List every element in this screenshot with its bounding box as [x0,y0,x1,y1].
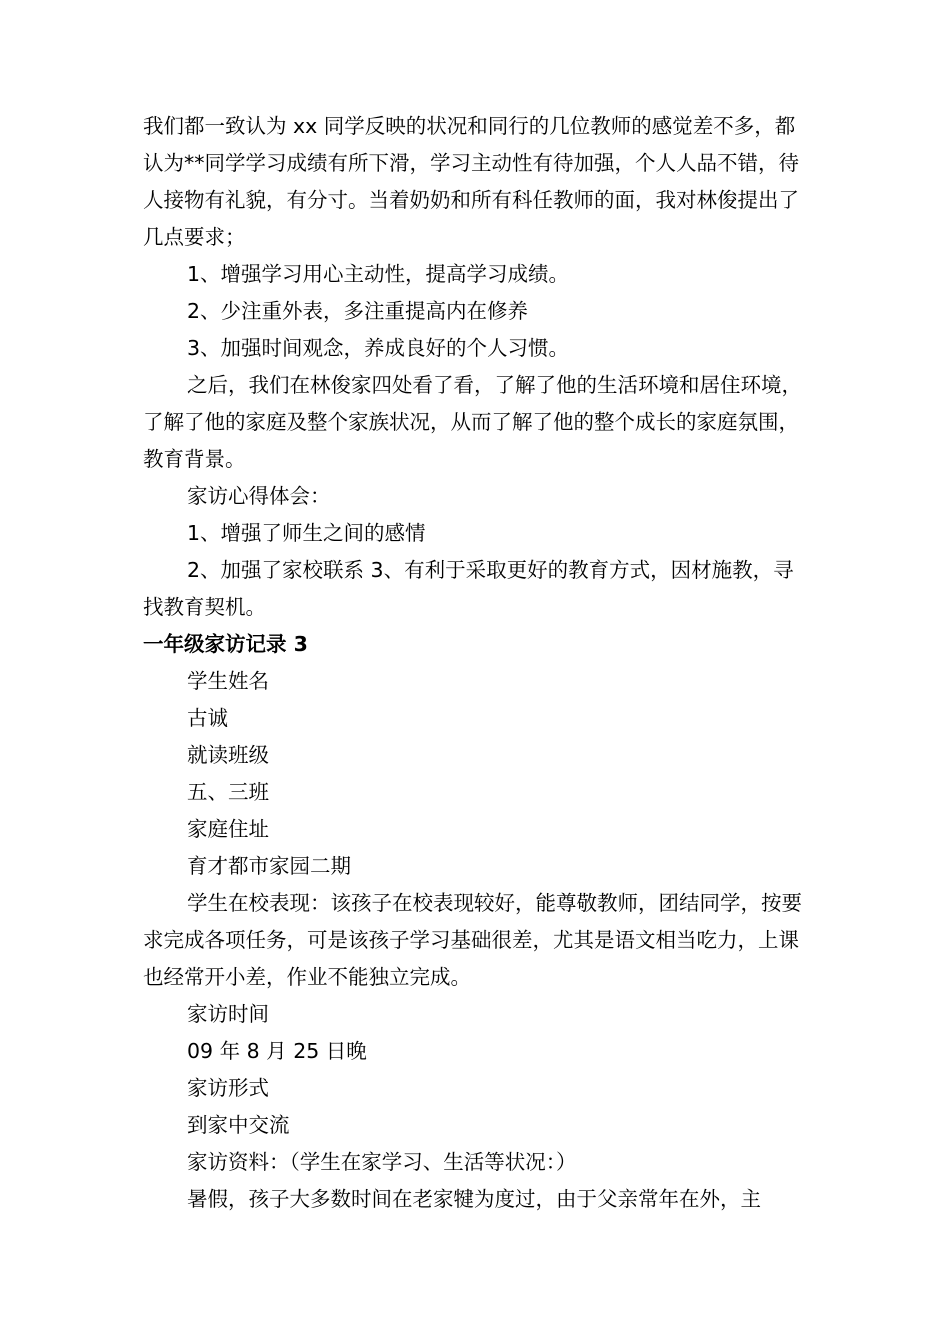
field-value: 五、三班 [187,780,269,804]
field-label: 学生姓名 [187,669,269,693]
field-label: 家访资料：（学生在家学习、生活等状况：） [187,1150,577,1174]
field-value: 育才都市家园二期 [187,854,351,878]
list-item: 2、少注重外表，多注重提高内在修养 [187,299,529,323]
section-heading: 一年级家访记录 3 [143,632,308,656]
paragraph: 之后，我们在林俊家四处看了看，了解了他的生活环境和居住环境，了解了他的家庭及整个家族状况，从而了解了他的整个成长的家庭氛围，教育背景。 [143,373,802,471]
field-value: 09 年 8 月 25 日晚 [187,1039,367,1063]
paragraph: 学生在校表现：该孩子在校表现较好，能尊敬教师，团结同学，按要求完成各项任务，可是该孩子学习基础很差，尤其是语文相当吃力，上课也经常开小差，作业不能独立完成。 [143,891,802,989]
list-item: 1、增强学习用心主动性，提高学习成绩。 [187,262,570,286]
field-value: 古诚 [187,706,228,730]
document-body [143,108,809,1218]
field-label: 家访形式 [187,1076,269,1100]
list-item: 3、加强时间观念，养成良好的个人习惯。 [187,336,570,360]
paragraph: 暑假，孩子大多数时间在老家犍为度过，由于父亲常年在外，主 [187,1187,761,1211]
field-value: 到家中交流 [187,1113,290,1137]
list-item: 1、增强了师生之间的感情 [187,521,426,545]
paragraph: 我们都一致认为 xx 同学反映的状况和同行的几位教师的感觉差不多，都认为**同学学习成绩有所下滑，学习主动性有待加强，个人人品不错，待人接物有礼貌，有分寸。当着奶奶和所有科任教师的面，我对林俊提出了几点要求； [143,114,799,249]
field-label: 就读班级 [187,743,269,767]
list-item: 2、加强了家校联系 3、有利于采取更好的教育方式，因材施教，寻找教育契机。 [143,558,794,619]
field-label: 家庭住址 [187,817,269,841]
paragraph: 家访心得体会： [187,484,331,508]
field-label: 家访时间 [187,1002,269,1026]
